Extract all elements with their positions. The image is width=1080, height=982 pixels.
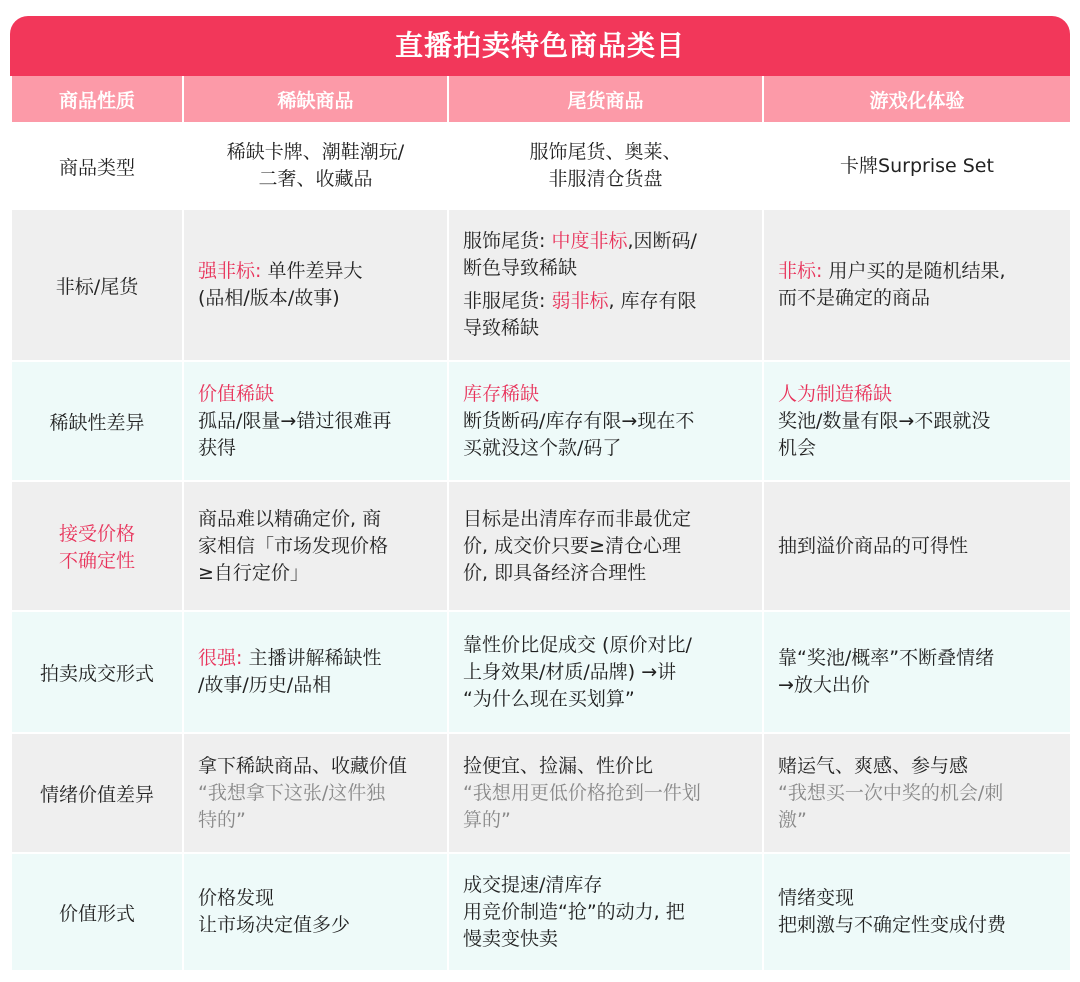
cell-scarce-type: 稀缺卡牌、潮鞋潮玩/ 二奢、收藏品 xyxy=(183,123,448,209)
row-label: 商品类型 xyxy=(11,123,183,209)
category-table-card xyxy=(10,16,1070,972)
cell-scarce-auction: 很强: 主播讲解稀缺性 /故事/历史/品相 xyxy=(183,611,448,733)
header-game: 游戏化体验 xyxy=(763,76,1071,123)
cell-game-emotion: 赌运气、爽感、参与感 “我想买一次中奖的机会/刺 激” xyxy=(763,733,1071,853)
cell-scarce-emotion: 拿下稀缺商品、收藏价值 “我想拿下这张/这件独 特的” xyxy=(183,733,448,853)
header-nature: 商品性质 xyxy=(11,76,183,123)
cell-scarce-value: 价格发现 让市场决定值多少 xyxy=(183,853,448,971)
table-row xyxy=(11,481,1071,611)
cell-game-auction: 靠“奖池/概率”不断叠情绪 →放大出价 xyxy=(763,611,1071,733)
cell-scarce-scarcity: 价值稀缺 孤品/限量→错过很难再 获得 xyxy=(183,361,448,481)
table-row xyxy=(11,209,1071,361)
cell-surplus-scarcity: 库存稀缺 断货断码/库存有限→现在不 买就没这个款/码了 xyxy=(448,361,763,481)
cell-game-value: 情绪变现 把刺激与不确定性变成付费 xyxy=(763,853,1071,971)
row-label: 非标/尾货 xyxy=(11,209,183,361)
cell-game-type: 卡牌Surprise Set xyxy=(763,123,1071,209)
cell-surplus-uncertainty: 目标是出清库存而非最优定 价, 成交价只要≥清仓心理 价, 即具备经济合理性 xyxy=(448,481,763,611)
cell-surplus-emotion: 捡便宜、捡漏、性价比 “我想用更低价格抢到一件划 算的” xyxy=(448,733,763,853)
header-scarce: 稀缺商品 xyxy=(183,76,448,123)
cell-game-uncertainty: 抽到溢价商品的可得性 xyxy=(763,481,1071,611)
table-row xyxy=(11,853,1071,971)
row-label: 价值形式 xyxy=(11,853,183,971)
table-row xyxy=(11,733,1071,853)
page-title: 直播拍卖特色商品类目 xyxy=(10,16,1070,76)
header-row xyxy=(11,76,1071,123)
cell-scarce-nonstandard: 强非标: 单件差异大 (品相/版本/故事) xyxy=(183,209,448,361)
row-label: 稀缺性差异 xyxy=(11,361,183,481)
table-row xyxy=(11,611,1071,733)
row-label: 情绪价值差异 xyxy=(11,733,183,853)
cell-game-scarcity: 人为制造稀缺 奖池/数量有限→不跟就没 机会 xyxy=(763,361,1071,481)
cell-surplus-value: 成交提速/清库存 用竞价制造“抢”的动力, 把 慢卖变快卖 xyxy=(448,853,763,971)
table-row xyxy=(11,123,1071,209)
row-label: 拍卖成交形式 xyxy=(11,611,183,733)
cell-surplus-type: 服饰尾货、奥莱、 非服清仓货盘 xyxy=(448,123,763,209)
cell-surplus-auction: 靠性价比促成交 (原价对比/ 上身效果/材质/品牌) →讲 “为什么现在买划算” xyxy=(448,611,763,733)
row-label: 接受价格 不确定性 xyxy=(11,481,183,611)
cell-scarce-uncertainty: 商品难以精确定价, 商 家相信「市场发现价格 ≥自行定价」 xyxy=(183,481,448,611)
header-surplus: 尾货商品 xyxy=(448,76,763,123)
cell-surplus-nonstandard: 服饰尾货: 中度非标,因断码/ 断色导致稀缺 非服尾货: 弱非标, 库存有限 导致稀缺 xyxy=(448,209,763,361)
cell-game-nonstandard: 非标: 用户买的是随机结果, 而不是确定的商品 xyxy=(763,209,1071,361)
category-table xyxy=(10,76,1072,972)
table-row xyxy=(11,361,1071,481)
